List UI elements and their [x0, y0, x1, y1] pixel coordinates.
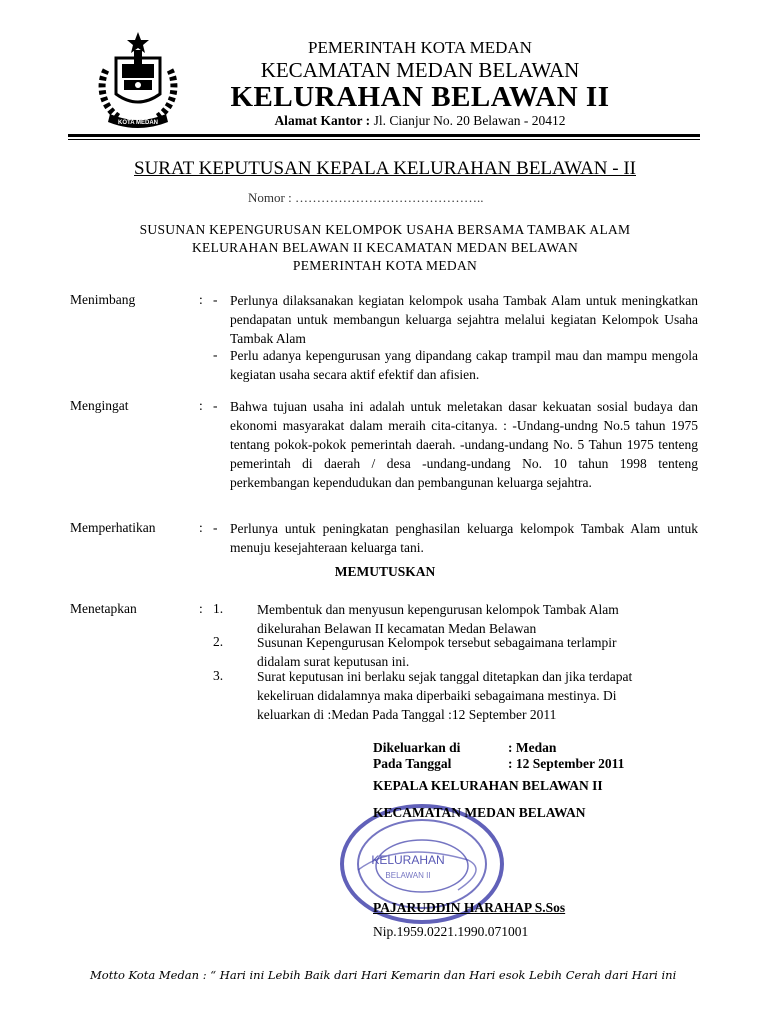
- memperhatikan-point-1: Perlunya untuk peningkatan penghasilan keluarga kelompok Tambak Alam untuk menuju kesejahteraan keluarga tani.: [230, 521, 698, 555]
- date-value: : 12 September 2011: [508, 756, 625, 771]
- menimbang-dash-2: -: [213, 347, 218, 362]
- header-address: [170, 113, 670, 129]
- memperhatikan-label: Memperhatikan: [70, 520, 156, 535]
- stamp-text: KELURAHAN: [371, 853, 445, 867]
- document-title: SURAT KEPUTUSAN KEPALA KELURAHAN BELAWAN - II: [134, 158, 636, 179]
- address-label: Alamat Kantor :: [274, 113, 371, 128]
- header-divider-thin: [68, 139, 700, 140]
- menetapkan-label: Menetapkan: [70, 601, 137, 616]
- address-value: Jl. Cianjur No. 20 Belawan - 20412: [370, 113, 566, 128]
- memperhatikan-colon: :: [199, 520, 203, 535]
- header-district: KECAMATAN MEDAN BELAWAN: [260, 58, 580, 82]
- header-government: PEMERINTAH KOTA MEDAN: [308, 38, 532, 57]
- menimbang-label: Menimbang: [70, 292, 136, 307]
- menetapkan-num-3: 3.: [213, 668, 224, 683]
- menetapkan-item-2: Susunan Kepengurusan Kelompok tersebut sebagaimana terlampir didalam surat keputusan ini.: [257, 635, 617, 669]
- signatory-position-1: KEPALA KELURAHAN BELAWAN II: [373, 778, 603, 793]
- menetapkan-item-1: Membentuk dan menyusun kepengurusan kelompok Tambak Alam dikelurahan Belawan II kecamatan Medan Belawan: [257, 602, 619, 636]
- subtitle-line-1: SUSUNAN KEPENGURUSAN KELOMPOK USAHA BERSAMA TAMBAK ALAM: [139, 222, 631, 237]
- menimbang-dash-1: -: [213, 292, 218, 307]
- menimbang-colon: :: [199, 292, 203, 307]
- menetapkan-colon: :: [199, 601, 203, 616]
- menetapkan-item-3: Surat keputusan ini berlaku sejak tanggal ditetapkan dan jika terdapat kekeliruan didalamnya maka diperbaiki sebagaimana mestinya. Di keluarkan di :Medan Pada Tanggal :12 September 2011: [257, 669, 633, 722]
- menetapkan-num-2: 2.: [213, 634, 224, 649]
- subtitle-line-3: PEMERINTAH KOTA MEDAN: [292, 258, 478, 273]
- stamp-sub-text: BELAWAN II: [385, 871, 431, 880]
- memutuskan-heading: MEMUTUSKAN: [334, 564, 436, 579]
- issued-at-value: : Medan: [508, 740, 557, 755]
- subtitle-line-2: KELURAHAN BELAWAN II KECAMATAN MEDAN BELAWAN: [191, 240, 579, 255]
- menimbang-point-1: Perlunya dilaksanakan kegiatan kelompok usaha Tambak Alam untuk meningkatkan pendapatan untuk membangun keluarga sejahtra melalui kegiatan Kelompok Usaha Tambak Alam: [230, 293, 698, 346]
- signatory-position-2: KECAMATAN MEDAN BELAWAN: [373, 805, 586, 820]
- mengingat-colon: :: [199, 398, 203, 413]
- document-number: Nomor : ……………………………………..: [248, 190, 484, 205]
- menimbang-point-2: Perlu adanya kepengurusan yang dipandang cakap trampil mau dan mampu mengola kegiatan usaha secara aktif efektif dan afisien.: [230, 348, 698, 382]
- logo-banner-text: KOTA MEDAN: [118, 120, 158, 126]
- menetapkan-num-1: 1.: [213, 601, 224, 616]
- city-motto: Motto Kota Medan : “ Hari ini Lebih Baik dari Hari Kemarin dan Hari esok Lebih Cerah dari Hari ini: [90, 968, 677, 982]
- mengingat-label: Mengingat: [70, 398, 129, 413]
- signatory-name: PAJARUDDIN HARAHAP S.Sos: [373, 900, 566, 915]
- header-divider-thick: [68, 134, 700, 137]
- header-village: KELURAHAN BELAWAN II: [230, 81, 610, 113]
- mengingat-dash: -: [213, 398, 218, 413]
- memperhatikan-dash: -: [213, 520, 218, 535]
- mengingat-point-1: Bahwa tujuan usaha ini adalah untuk meletakan dasar kekuatan sosial budaya dan ekonomi masyarakat dalam meraih cita-citanya. : -Undang-undng No.5 tahun 1975 tentang pokok-pokok pemerintah daerah. -undang-undang No. 5 Tahun 1975 tenteng pemerintah di daerah / desa -undang-undang No. 10 tahun 1998 tenteng perkembangan kependudukan dan pembangunan keluarga sejahtra.: [230, 399, 698, 490]
- issued-at-label: Dikeluarkan di: [373, 740, 461, 755]
- date-label: Pada Tanggal: [373, 756, 452, 771]
- signatory-nip: Nip.1959.0221.1990.071001: [373, 924, 529, 939]
